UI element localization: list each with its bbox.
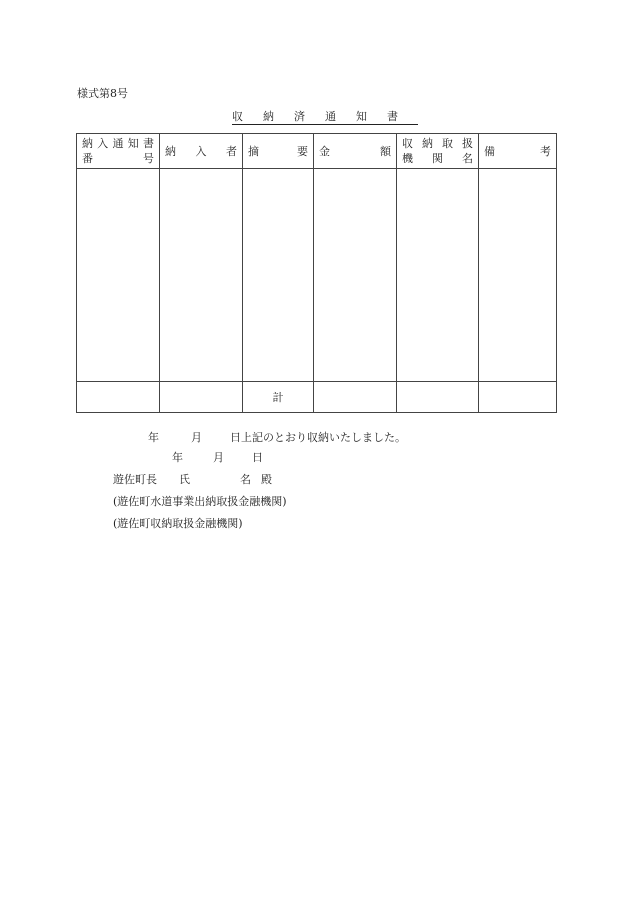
header-institution-line2-char-2: 名 xyxy=(462,152,473,165)
cell-notice-number[interactable] xyxy=(77,169,160,382)
header-institution xyxy=(397,134,479,169)
addressee-line-part-1: 氏 xyxy=(179,473,190,486)
issue-date-line-part-0: 年 xyxy=(172,451,183,464)
total-cell-empty-2 xyxy=(160,382,243,413)
issue-date-line-part-1: 月 xyxy=(213,451,224,464)
header-notice-number-line1-char-1: 入 xyxy=(97,137,109,150)
header-summary xyxy=(243,134,314,169)
town-bank-note: (遊佐町収納取扱金融機関) xyxy=(113,517,243,530)
header-payer-line1-char-0: 納 xyxy=(165,144,176,158)
header-notice-number-line1-char-4: 書 xyxy=(143,137,154,150)
receipt-table xyxy=(76,133,557,413)
header-notice-number xyxy=(77,134,160,169)
body-row xyxy=(77,169,557,382)
received-statement-part-0: 年 xyxy=(148,431,159,444)
header-summary-line1 xyxy=(248,144,308,159)
received-statement xyxy=(148,429,406,445)
header-institution-line2-char-0: 機 xyxy=(402,152,413,165)
cell-amount[interactable] xyxy=(314,169,397,382)
header-payer-line1-char-1: 入 xyxy=(195,144,207,158)
header-institution-line1-char-0: 収 xyxy=(402,137,413,150)
header-amount-line1-char-0: 金 xyxy=(319,144,330,158)
header-notice-number-line2-char-0: 番 xyxy=(82,152,93,165)
header-notice-number-line1-char-0: 納 xyxy=(82,137,93,150)
header-notice-number-line1-char-3: 知 xyxy=(127,137,139,150)
total-amount-cell[interactable] xyxy=(314,382,397,413)
received-statement-part-2: 日上記のとおり収納いたしました。 xyxy=(230,431,406,444)
document-title xyxy=(0,108,630,124)
header-notice-number-line1 xyxy=(82,136,154,151)
addressee-line-part-0: 遊佐町長 xyxy=(113,473,157,486)
form-number: 様式第8号 xyxy=(77,87,128,100)
document-title-text: 収納済通知書 xyxy=(232,110,418,123)
addressee-line-part-3: 殿 xyxy=(261,473,272,486)
header-row xyxy=(77,134,557,169)
header-payer xyxy=(160,134,243,169)
header-institution-line2-char-1: 関 xyxy=(432,152,443,165)
header-amount-line1-char-1: 額 xyxy=(380,144,391,158)
cell-remarks[interactable] xyxy=(479,169,557,382)
issue-date-line-part-2: 日 xyxy=(252,451,263,464)
cell-payer[interactable] xyxy=(160,169,243,382)
header-summary-line1-char-0: 摘 xyxy=(248,144,259,158)
total-cell-empty-1 xyxy=(77,382,160,413)
total-label: 計 xyxy=(243,382,314,413)
header-notice-number-line1-char-2: 通 xyxy=(112,137,124,150)
total-cell-empty-3 xyxy=(397,382,479,413)
header-payer-line1-char-2: 者 xyxy=(226,144,237,158)
header-notice-number-line2-char-1: 号 xyxy=(143,152,154,165)
header-payer-line1 xyxy=(165,144,237,159)
cell-institution[interactable] xyxy=(397,169,479,382)
header-remarks xyxy=(479,134,557,169)
header-institution-line1-char-1: 納 xyxy=(422,137,433,150)
header-institution-line1 xyxy=(402,136,473,151)
total-row xyxy=(77,382,557,413)
header-institution-line1-char-3: 扱 xyxy=(462,137,473,150)
addressee-line xyxy=(113,471,272,487)
addressee-line-part-2: 名 xyxy=(240,473,251,486)
issue-date-line xyxy=(172,449,263,465)
received-statement-part-1: 月 xyxy=(191,431,202,444)
header-remarks-line1-char-0: 備 xyxy=(484,144,495,158)
water-bank-note: (遊佐町水道事業出納取扱金融機関) xyxy=(113,495,287,508)
header-institution-line2 xyxy=(402,151,473,166)
header-remarks-line1-char-1: 考 xyxy=(540,144,551,158)
header-amount xyxy=(314,134,397,169)
header-summary-line1-char-1: 要 xyxy=(297,144,308,158)
header-institution-line1-char-2: 取 xyxy=(442,137,453,150)
total-cell-empty-4 xyxy=(479,382,557,413)
header-notice-number-line2 xyxy=(82,151,154,166)
header-amount-line1 xyxy=(319,144,391,159)
header-remarks-line1 xyxy=(484,144,551,159)
cell-summary[interactable] xyxy=(243,169,314,382)
